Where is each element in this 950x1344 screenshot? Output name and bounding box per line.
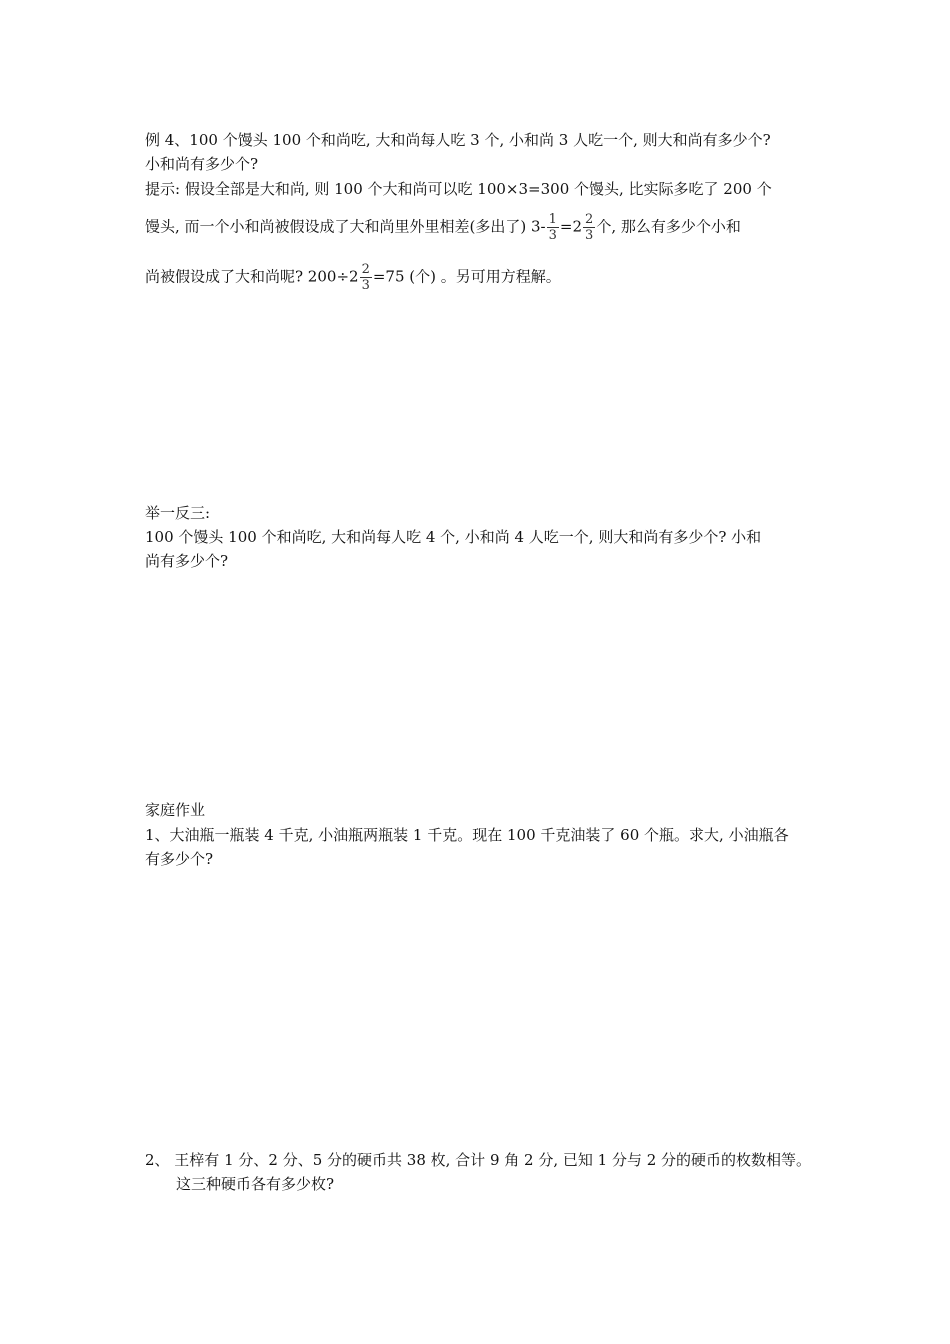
homework-q1-line2: 有多少个? [145, 850, 214, 868]
practice-question-line1: 100 个馒头 100 个和尚吃, 大和尚每人吃 4 个, 小和尚 4 人吃一个, 则大和尚有多少个? 小和 [145, 528, 762, 546]
homework-q1-line1: 1、大油瓶一瓶装 4 千克, 小油瓶两瓶装 1 千克。现在 100 千克油装了 60 个瓶。求大, 小油瓶各 [145, 826, 789, 844]
hint-text: 尚被假设成了大和尚呢? 200÷2 [145, 267, 359, 286]
homework-q2-line1: 2、 王梓有 1 分、2 分、5 分的硬币共 38 枚, 合计 9 角 2 分, 已知 1 分与 2 分的硬币的枚数相等。 [145, 1151, 812, 1169]
fraction-two-thirds: $\frac{2}{3}$ [361, 262, 370, 293]
example4-hint-line2 [145, 212, 741, 243]
practice-question-line2: 尚有多少个? [145, 552, 229, 570]
fraction-one-third: $\frac{1}{3}$ [548, 212, 557, 243]
fraction-two-thirds: $\frac{2}{3}$ [585, 212, 594, 243]
example4-question-line1: 例 4、100 个馒头 100 个和尚吃, 大和尚每人吃 3 个, 小和尚 3 人吃一个, 则大和尚有多少个? [145, 131, 771, 149]
example4-hint-line1: 提示: 假设全部是大和尚, 则 100 个大和尚可以吃 100×3=300 个馒头, 比实际多吃了 200 个 [145, 180, 772, 198]
hint-text: =75 (个) 。另可用方程解。 [372, 267, 561, 286]
example4-question-line2: 小和尚有多少个? [145, 155, 259, 173]
example4-hint-line3 [145, 262, 561, 293]
hint-text: 馒头, 而一个小和尚被假设成了大和尚里外里相差(多出了) 3- [145, 217, 546, 236]
practice-title: 举一反三: [145, 504, 211, 522]
homework-q2-line2: 这三种硬币各有多少枚? [176, 1175, 335, 1193]
hint-text: 个, 那么有多少个小和 [596, 217, 741, 236]
hint-text: =2 [559, 217, 583, 236]
homework-title: 家庭作业 [145, 801, 206, 819]
